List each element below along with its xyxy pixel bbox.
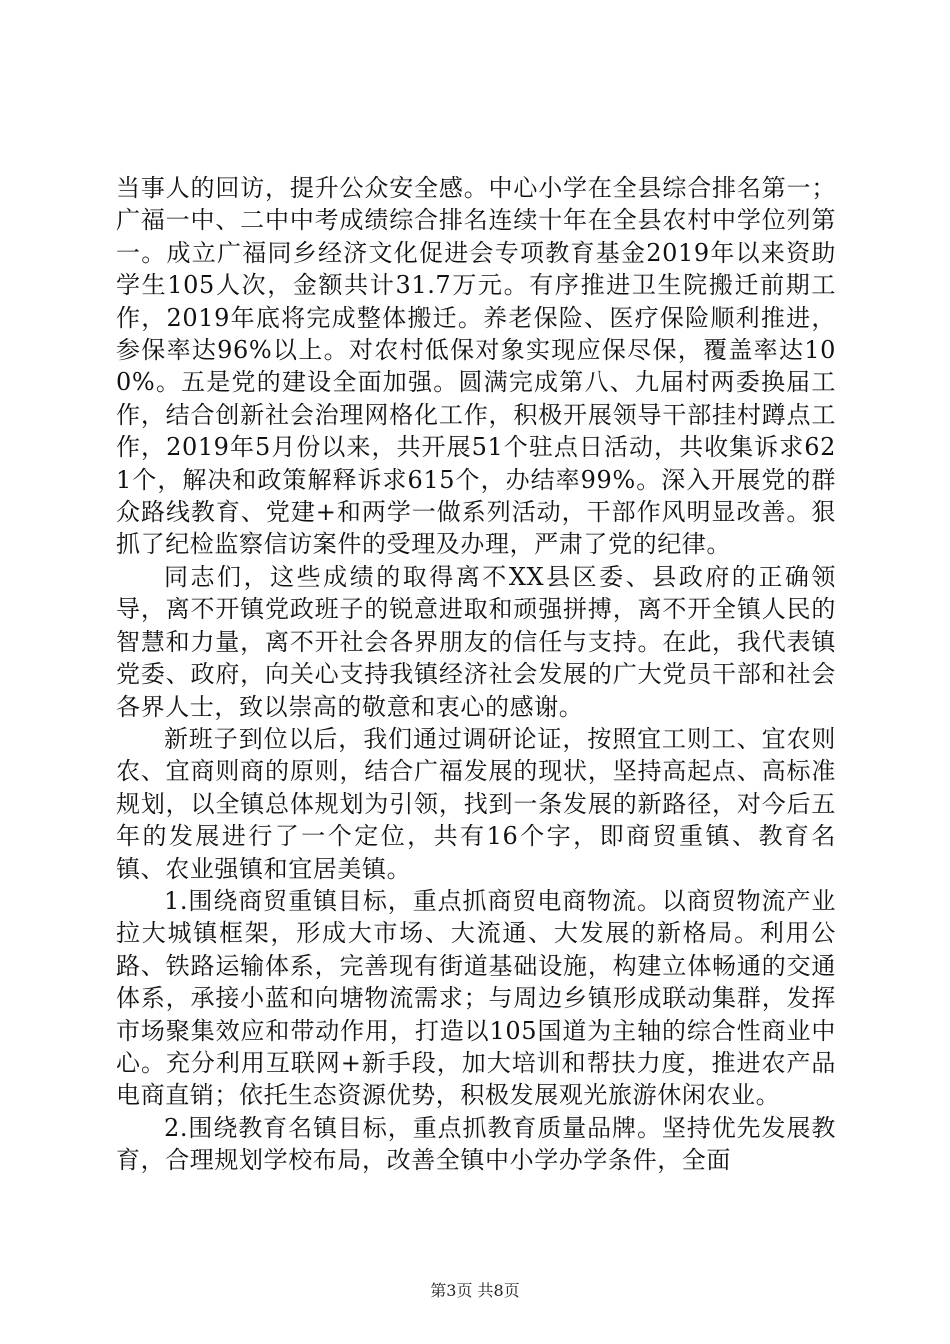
document-body xyxy=(116,172,836,1177)
paragraph-1: 当事人的回访，提升公众安全感。中心小学在全县综合排名第一；广福一中、二中中考成绩综合排名连续十年在全县农村中学位列第一。成立广福同乡经济文化促进会专项教育基金2019年以来资助学生105人次，金额共计31.7万元。有序推进卫生院搬迁前期工作，2019年底将完成整体搬迁。养老保险、医疗保险顺利推进，参保率达96%以上。对农村低保对象实现应保尽保，覆盖率达100%。五是党的建设全面加强。圆满完成第八、九届村两委换届工作，结合创新社会治理网格化工作，积极开展领导干部挂村蹲点工作，2019年5月份以来，共开展51个驻点日活动，共收集诉求621个，解决和政策解释诉求615个，办结率99%。深入开展党的群众路线教育、党建+和两学一做系列活动，干部作风明显改善。狠抓了纪检监察信访案件的受理及办理，严肃了党的纪律。 xyxy=(116,174,836,559)
paragraph-4: 1.围绕商贸重镇目标，重点抓商贸电商物流。以商贸物流产业拉大城镇框架，形成大市场、大流通、大发展的新格局。利用公路、铁路运输体系，完善现有街道基础设施，构建立体畅通的交通体系，承接小蓝和向塘物流需求；与周边乡镇形成联动集群，发挥市场聚集效应和带动作用，打造以105国道为主轴的综合性商业中心。充分利用互联网+新手段，加大培训和帮扶力度，推进农产品电商直销；依托生态资源优势，积极发展观光旅游休闲农业。 xyxy=(116,886,836,1110)
paragraph-2: 同志们，这些成绩的取得离不XX县区委、县政府的正确领导，离不开镇党政班子的锐意进取和顽强拼搏，离不开全镇人民的智慧和力量，离不开社会各界朋友的信任与支持。在此，我代表镇党委、政府，向关心支持我镇经济社会发展的广大党员干部和社会各界人士，致以崇高的敬意和衷心的感谢。 xyxy=(116,562,836,721)
paragraph-3: 新班子到位以后，我们通过调研论证，按照宜工则工、宜农则农、宜商则商的原则，结合广福发展的现状，坚持高起点、高标准规划，以全镇总体规划为引领，找到一条发展的新路径，对今后五年的发展进行了一个定位，共有16个字，即商贸重镇、教育名镇、农业强镇和宜居美镇。 xyxy=(116,724,836,883)
paragraph-5: 2.围绕教育名镇目标，重点抓教育质量品牌。坚持优先发展教育，合理规划学校布局，改善全镇中小学办学条件，全面 xyxy=(116,1113,836,1175)
page-number-footer: 第3页 共8页 xyxy=(430,1281,520,1300)
